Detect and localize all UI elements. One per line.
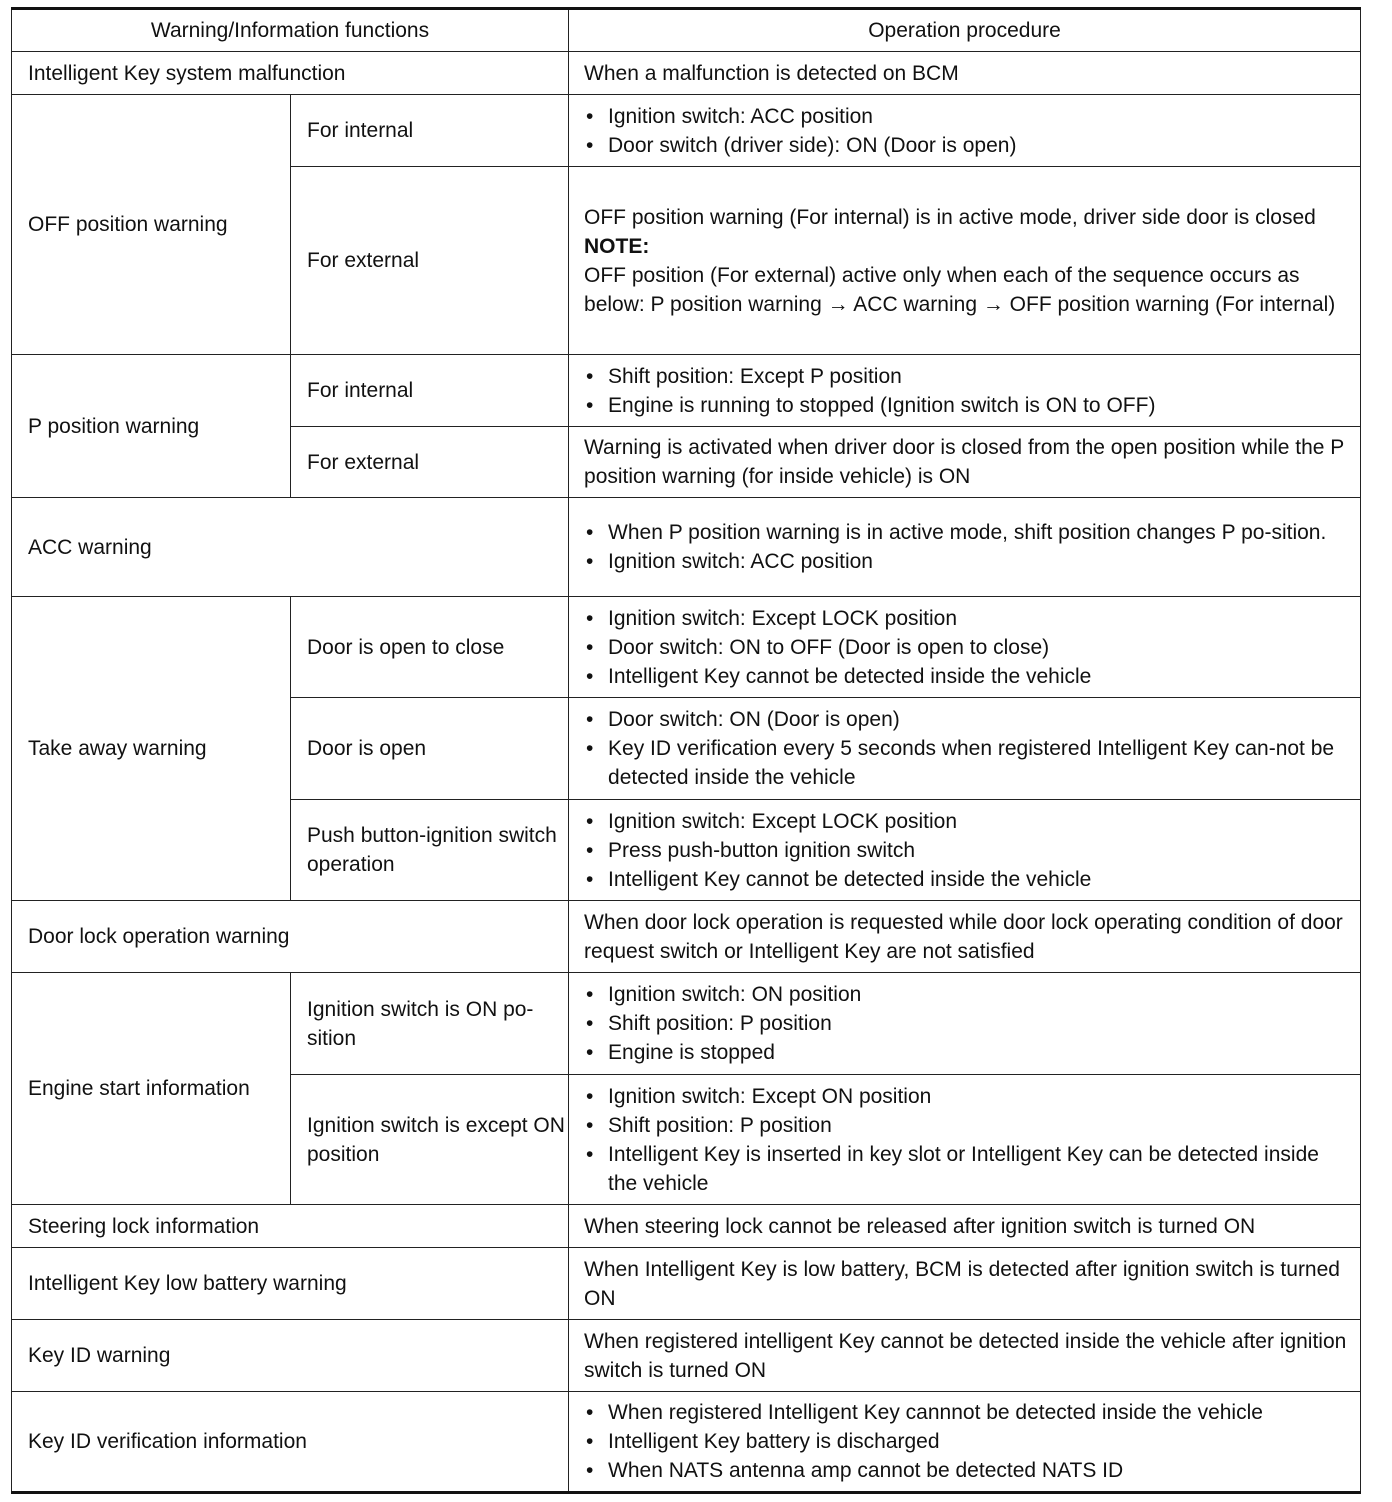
procedure-cell: When registered intelligent Key cannot be detected inside the vehicle after ignition switch is turned ON — [569, 1320, 1361, 1392]
list-item: • Door switch: ON (Door is open) — [584, 705, 1352, 734]
condition-cell: For external — [291, 167, 569, 355]
condition-cell: Push button-ignition switch operation — [291, 800, 569, 901]
list-item: • Ignition switch: Except LOCK position — [584, 807, 1352, 836]
header-functions: Warning/Information functions — [12, 9, 569, 52]
list-item: • Intelligent Key cannot be detected inside the vehicle — [584, 662, 1352, 691]
table-row — [12, 901, 1361, 973]
table-row — [12, 1320, 1361, 1392]
condition-cell: Ignition switch is ON po-sition — [291, 973, 569, 1075]
function-cell: OFF position warning — [12, 95, 291, 355]
bullet-list — [584, 705, 1352, 792]
bullet-list — [584, 807, 1352, 894]
procedure-cell — [569, 800, 1361, 901]
bullet-list — [584, 518, 1352, 576]
bullet-list — [584, 1398, 1352, 1485]
list-item: • Intelligent Key is inserted in key slot or Intelligent Key can be detected inside the vehicle — [584, 1140, 1352, 1198]
condition-cell: Ignition switch is except ON position — [291, 1075, 569, 1205]
function-cell: ACC warning — [12, 498, 569, 597]
bullet-list — [584, 1082, 1352, 1198]
procedure-text: OFF position warning (For internal) is in active mode, driver side door is closed — [584, 205, 1316, 229]
list-item: • Engine is stopped — [584, 1038, 1352, 1067]
condition-cell: For internal — [291, 355, 569, 427]
list-item: • Door switch (driver side): ON (Door is open) — [584, 131, 1352, 160]
condition-cell: Door is open — [291, 698, 569, 800]
procedure-cell: When Intelligent Key is low battery, BCM is detected after ignition switch is turned ON — [569, 1248, 1361, 1320]
list-item: • When registered Intelligent Key cannnot be detected inside the vehicle — [584, 1398, 1352, 1427]
function-cell: Door lock operation warning — [12, 901, 569, 973]
function-cell: Key ID verification information — [12, 1392, 569, 1493]
note-label: NOTE: — [584, 234, 650, 258]
function-cell: Engine start information — [12, 973, 291, 1205]
function-cell: Steering lock information — [12, 1205, 569, 1248]
procedure-cell — [569, 355, 1361, 427]
list-item: • Intelligent Key battery is discharged — [584, 1427, 1352, 1456]
table-row — [12, 973, 1361, 1075]
note-text: OFF position (For external) active only when each of the sequence occurs as below: P position warning → ACC warning → OFF position warning (For internal) — [584, 263, 1336, 316]
function-cell: Take away warning — [12, 597, 291, 901]
function-cell: P position warning — [12, 355, 291, 498]
bullet-list — [584, 362, 1352, 420]
procedure-cell — [569, 95, 1361, 167]
procedure-cell — [569, 167, 1361, 355]
bullet-list — [584, 604, 1352, 691]
list-item: • Ignition switch: ACC position — [584, 547, 1352, 576]
function-cell: Key ID warning — [12, 1320, 569, 1392]
table-row — [12, 355, 1361, 427]
table-row — [12, 95, 1361, 167]
condition-cell: For external — [291, 427, 569, 498]
procedure-cell — [569, 973, 1361, 1075]
procedure-cell — [569, 1075, 1361, 1205]
procedure-cell: When a malfunction is detected on BCM — [569, 52, 1361, 95]
table-row — [12, 498, 1361, 597]
list-item: • When P position warning is in active mode, shift position changes P po-sition. — [584, 518, 1352, 547]
list-item: • Press push-button ignition switch — [584, 836, 1352, 865]
header-procedure: Operation procedure — [569, 9, 1361, 52]
procedure-cell — [569, 498, 1361, 597]
condition-cell: For internal — [291, 95, 569, 167]
list-item: • Ignition switch: Except ON position — [584, 1082, 1352, 1111]
table-header-row — [12, 9, 1361, 52]
table-row — [12, 597, 1361, 698]
list-item: • Key ID verification every 5 seconds when registered Intelligent Key can-not be detected inside the vehicle — [584, 734, 1352, 792]
table-row — [12, 52, 1361, 95]
bullet-list — [584, 980, 1352, 1067]
list-item: • Shift position: P position — [584, 1009, 1352, 1038]
list-item: • Ignition switch: ACC position — [584, 102, 1352, 131]
table-row — [12, 1205, 1361, 1248]
function-cell: Intelligent Key system malfunction — [12, 52, 569, 95]
procedure-cell: When door lock operation is requested while door lock operating condition of door request switch or Intelligent Key are not satisfied — [569, 901, 1361, 973]
procedure-cell — [569, 698, 1361, 800]
list-item: • When NATS antenna amp cannot be detected NATS ID — [584, 1456, 1352, 1485]
list-item: • Engine is running to stopped (Ignition switch is ON to OFF) — [584, 391, 1352, 420]
bullet-list — [584, 102, 1352, 160]
list-item: • Ignition switch: Except LOCK position — [584, 604, 1352, 633]
procedure-cell — [569, 1392, 1361, 1493]
table-row — [12, 1248, 1361, 1320]
table-row — [12, 1392, 1361, 1493]
list-item: • Intelligent Key cannot be detected inside the vehicle — [584, 865, 1352, 894]
procedure-cell: When steering lock cannot be released after ignition switch is turned ON — [569, 1205, 1361, 1248]
list-item: • Shift position: Except P position — [584, 362, 1352, 391]
condition-cell: Door is open to close — [291, 597, 569, 698]
list-item: • Shift position: P position — [584, 1111, 1352, 1140]
warning-function-table — [11, 7, 1361, 1494]
list-item: • Door switch: ON to OFF (Door is open to close) — [584, 633, 1352, 662]
function-cell: Intelligent Key low battery warning — [12, 1248, 569, 1320]
procedure-cell — [569, 597, 1361, 698]
list-item: • Ignition switch: ON position — [584, 980, 1352, 1009]
procedure-cell: Warning is activated when driver door is closed from the open position while the P position warning (for inside vehicle) is ON — [569, 427, 1361, 498]
